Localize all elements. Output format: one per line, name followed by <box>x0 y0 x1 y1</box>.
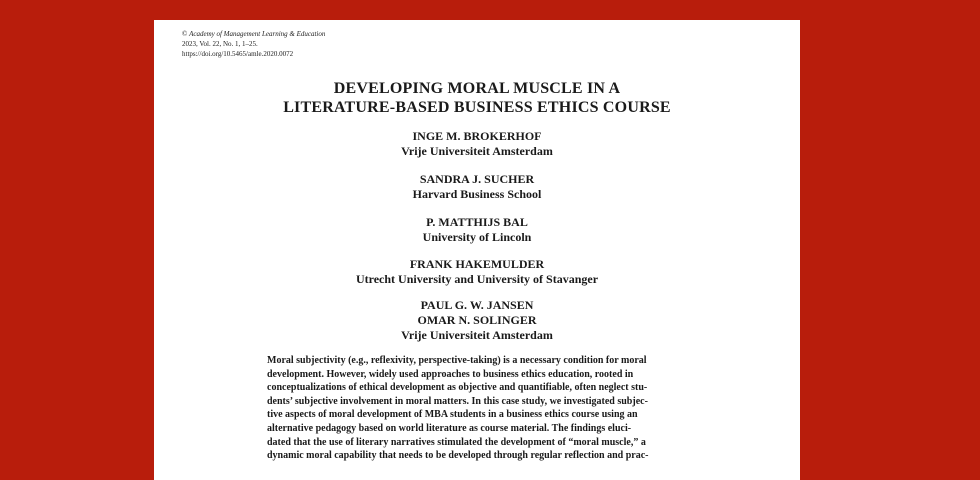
abstract-line: dated that the use of literary narratives stimulated the development of “moral muscle,” a <box>267 436 646 448</box>
title-line-1: DEVELOPING MORAL MUSCLE IN A <box>333 80 621 97</box>
author-affiliation: Vrije Universiteit Amsterdam <box>401 328 553 342</box>
title-line-2: LITERATURE-BASED BUSINESS ETHICS COURSE <box>283 99 671 116</box>
author-name: P. MATTHIJS BAL <box>426 215 528 229</box>
abstract-line: dents’ subjective involvement in moral matters. In this case study, we investigated subjec- <box>267 395 648 407</box>
author-affiliation: Harvard Business School <box>412 187 542 201</box>
journal-line <box>182 29 325 39</box>
author-block-1 <box>154 129 800 159</box>
abstract-line: conceptualizations of ethical development as objective and quantifiable, often neglect stu- <box>267 382 648 394</box>
author-name: SANDRA J. SUCHER <box>419 172 535 186</box>
author-affiliation: Vrije Universiteit Amsterdam <box>401 144 553 158</box>
abstract-line: Moral subjectivity (e.g., reflexivity, perspective-taking) is a necessary condition for moral <box>267 355 647 366</box>
paper-title <box>154 79 800 117</box>
author-block-5 <box>154 298 800 343</box>
abstract-text <box>267 354 689 463</box>
abstract-line: alternative pedagogy based on world literature as course material. The findings eluci- <box>267 422 632 434</box>
citation-line: 2023, Vol. 22, No. 1, 1–25. <box>182 40 258 48</box>
author-affiliation: University of Lincoln <box>422 230 532 244</box>
author-affiliation: Utrecht University and University of Stavanger <box>355 272 599 286</box>
journal-name: Academy of Management Learning & Education <box>189 30 326 38</box>
abstract-line: development. However, widely used approaches to business ethics education, rooted in <box>267 368 634 380</box>
doi-link[interactable]: https://doi.org/10.5465/amle.2020.0072 <box>182 50 294 58</box>
author-block-3 <box>154 215 800 245</box>
author-name: PAUL G. W. JANSEN <box>420 298 534 312</box>
copyright-symbol: © <box>182 30 190 38</box>
abstract-line: dynamic moral capability that needs to be developed through regular reflection and prac- <box>267 450 649 462</box>
author-name: FRANK HAKEMULDER <box>409 257 545 271</box>
abstract-line: tive aspects of moral development of MBA students in a business ethics course using an <box>267 409 638 421</box>
author-name: OMAR N. SOLINGER <box>417 313 537 327</box>
author-block-4 <box>154 257 800 287</box>
journal-header <box>182 29 325 59</box>
paper-page <box>154 20 800 480</box>
author-block-2 <box>154 172 800 202</box>
author-name: INGE M. BROKERHOF <box>412 129 542 143</box>
